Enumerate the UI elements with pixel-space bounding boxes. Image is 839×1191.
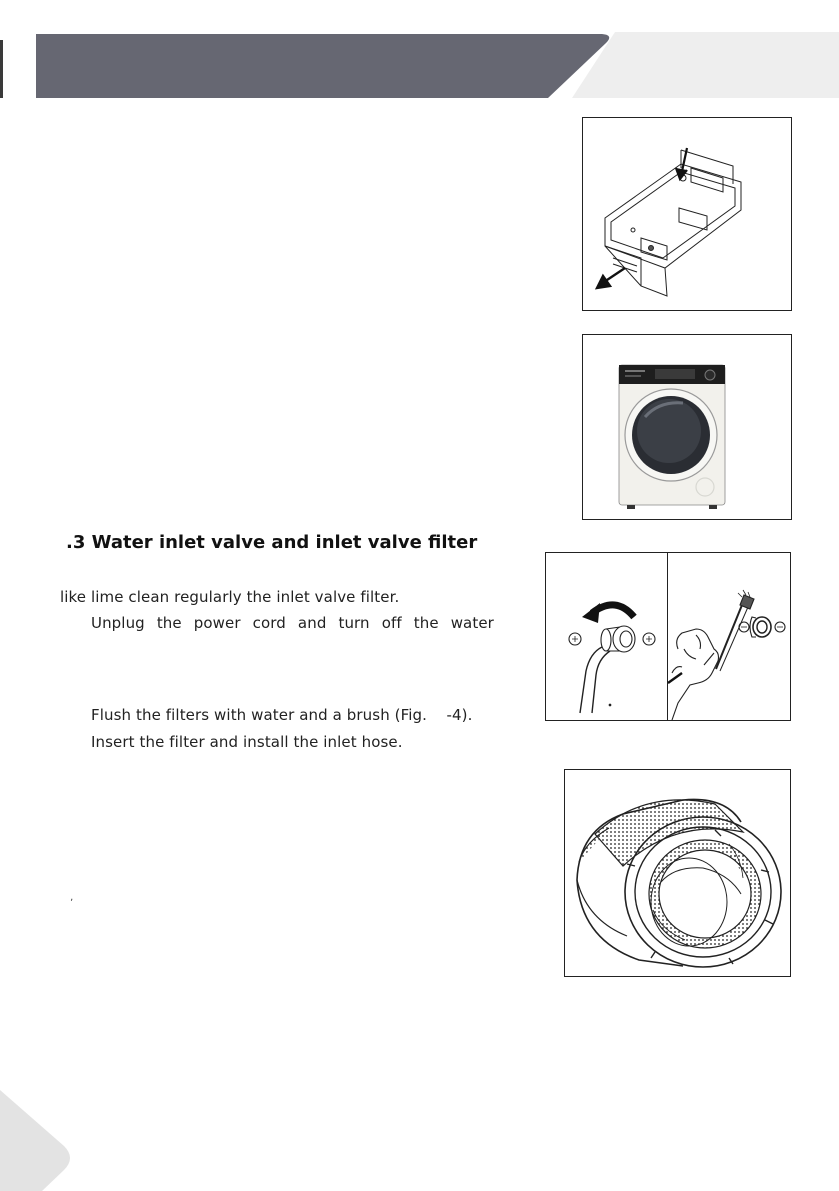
drum-icon	[577, 799, 781, 967]
step-1-word: turn	[338, 614, 370, 632]
rotate-arrow-icon	[582, 603, 634, 623]
detergent-drawer-figure	[582, 117, 792, 311]
filter-ring-icon	[750, 617, 771, 637]
step-1-line	[91, 614, 494, 632]
header-band	[0, 30, 839, 105]
corner-shape	[0, 1090, 70, 1191]
step-1-word: cord	[252, 614, 286, 632]
step-1-word: Unplug	[91, 614, 145, 632]
screw-icon	[569, 633, 581, 645]
step-3-line: Flush the filters with water and a brush (Fig. -4).	[91, 706, 473, 724]
step-1-word: water	[450, 614, 494, 632]
inlet-hose-unscrew-figure	[545, 552, 669, 721]
header-banner	[36, 34, 609, 98]
drum-figure	[564, 769, 791, 977]
step-1-word: the	[413, 614, 439, 632]
washing-machine-figure	[582, 334, 792, 520]
step-1-word: and	[297, 614, 327, 632]
valve-connector-icon	[601, 626, 635, 652]
arrow-pull-out-icon	[597, 268, 625, 288]
inlet-hose-icon	[580, 647, 610, 713]
screw-icon	[643, 633, 655, 645]
section-heading: .3 Water inlet valve and inlet valve filter	[66, 532, 478, 553]
filter-brush-figure	[667, 552, 791, 721]
corner-tab	[0, 1090, 80, 1191]
cable-icon	[668, 673, 682, 683]
step-1-word: the	[156, 614, 182, 632]
washing-machine-icon	[619, 365, 725, 509]
intro-line: like lime clean regularly the inlet valve filter.	[60, 588, 400, 606]
step-1-word: off	[381, 614, 402, 632]
step-1-word: power	[193, 614, 241, 632]
header-tab-right	[572, 32, 839, 98]
drawer-drawing	[605, 150, 741, 296]
screw-icon	[775, 622, 785, 632]
stray-mark: ʼ	[70, 898, 74, 909]
step-4-line: Insert the filter and install the inlet hose.	[91, 733, 403, 751]
